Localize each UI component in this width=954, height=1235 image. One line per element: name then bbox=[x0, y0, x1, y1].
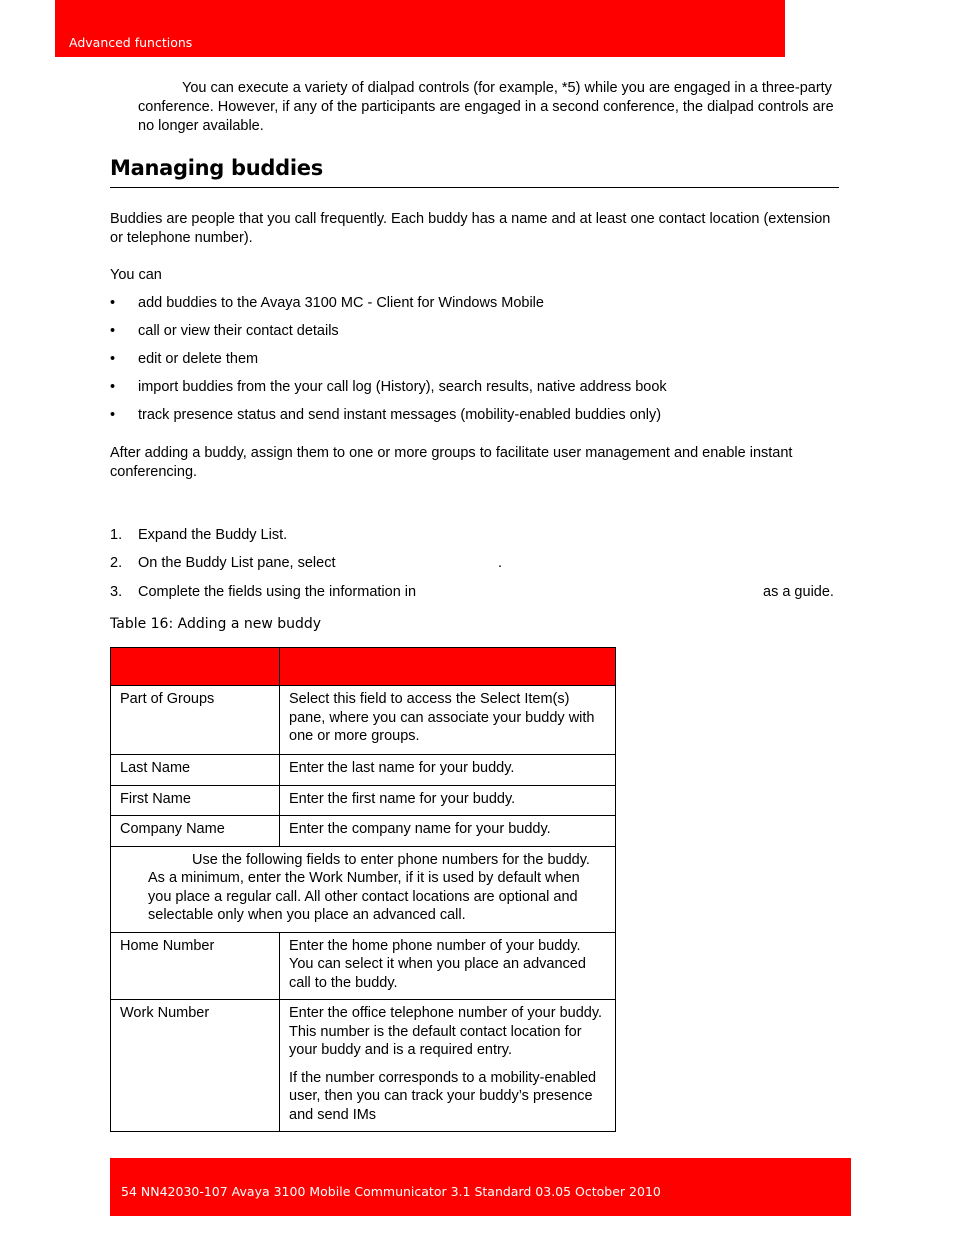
phone-numbers-note-cell: Use the following fields to enter phone numbers for the buddy. As a minimum, enter the Work Number, if it is used by default when you place a regular call. All other contact locations are optional and selectable only when you place an advanced call. bbox=[111, 846, 616, 932]
field-description-cell: Enter the home phone number of your buddy. You can select it when you place an advanced call to the buddy. bbox=[280, 932, 616, 1000]
field-name-cell: Home Number bbox=[111, 932, 280, 1000]
field-name-cell: Work Number bbox=[111, 1000, 280, 1132]
section-heading: Managing buddies bbox=[110, 156, 323, 180]
table-row bbox=[111, 755, 616, 786]
heading-rule bbox=[110, 187, 839, 188]
table-row bbox=[111, 686, 616, 755]
table-row bbox=[111, 932, 616, 1000]
footer-bar bbox=[110, 1158, 851, 1216]
field-name-cell: Last Name bbox=[111, 755, 280, 786]
table-row bbox=[111, 785, 616, 816]
table-row bbox=[111, 816, 616, 847]
header-bar bbox=[55, 0, 785, 57]
header-section-title: Advanced functions bbox=[69, 35, 193, 50]
field-name-cell: First Name bbox=[111, 785, 280, 816]
table-caption: Table 16: Adding a new buddy bbox=[110, 616, 322, 632]
buddy-fields-table bbox=[110, 647, 616, 1132]
field-name-cell: Company Name bbox=[111, 816, 280, 847]
field-description-cell: Select this field to access the Select Item(s) pane, where you can associate your buddy with one or more groups. bbox=[280, 686, 616, 755]
footer-text: 54 NN42030-107 Avaya 3100 Mobile Communicator 3.1 Standard 03.05 October 2010 bbox=[121, 1184, 661, 1199]
table-header-row bbox=[111, 648, 616, 686]
field-description-cell: Enter the last name for your buddy. bbox=[280, 755, 616, 786]
groups-paragraph: After adding a buddy, assign them to one or more groups to facilitate user management and enable instant conferencing. bbox=[110, 445, 793, 480]
field-description-cell: Enter the office telephone number of your buddy. This number is the default contact location for your buddy and is a required entry. If the number corresponds to a mobility-enabled user, then you can track your buddy’s presence and send IMs bbox=[280, 1000, 616, 1132]
you-can-label: You can bbox=[110, 267, 162, 283]
field-description-cell: Enter the company name for your buddy. bbox=[280, 816, 616, 847]
buddies-intro-paragraph: Buddies are people that you call frequently. Each buddy has a name and at least one contact location (extension or telephone number). bbox=[110, 211, 831, 246]
field-description-cell: Enter the first name for your buddy. bbox=[280, 785, 616, 816]
table-row bbox=[111, 1000, 616, 1132]
table-header-cell bbox=[111, 648, 280, 686]
field-name-cell: Part of Groups bbox=[111, 686, 280, 755]
intro-note: You can execute a variety of dialpad controls (for example, *5) while you are engaged in a three-party conference. However, if any of the participants are engaged in a second conference, the dialpad controls are no longer available. bbox=[138, 80, 834, 134]
table-row bbox=[111, 846, 616, 932]
table-header-cell bbox=[280, 648, 616, 686]
